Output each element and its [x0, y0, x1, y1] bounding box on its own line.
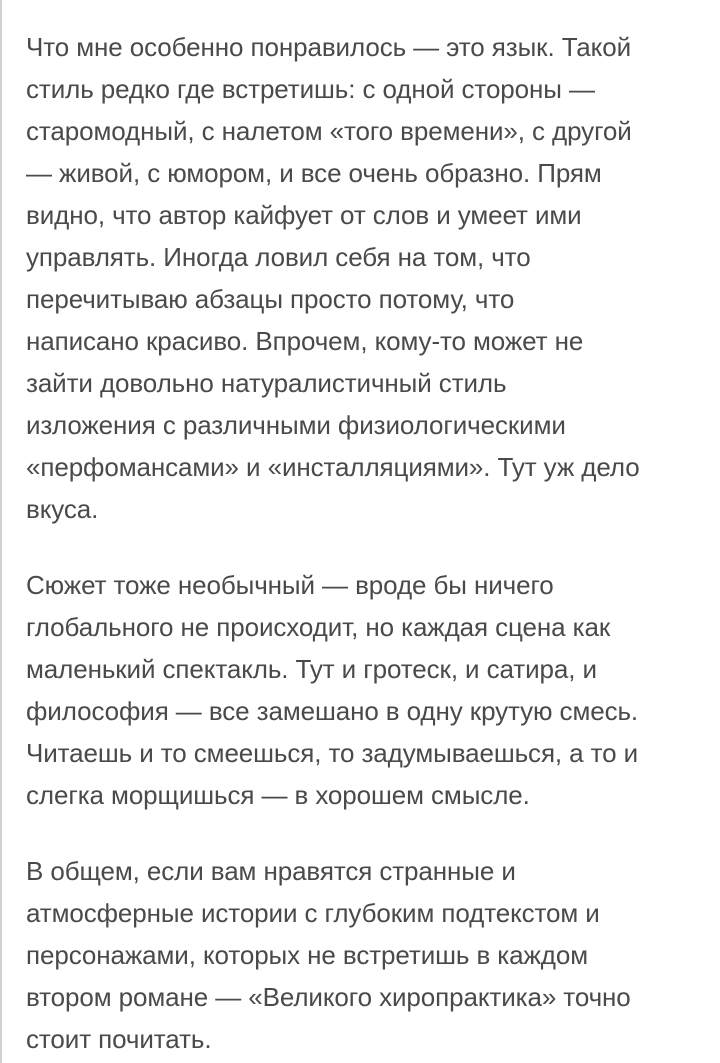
text-line: глобального не происходит, но каждая сцена как	[26, 612, 611, 642]
review-paragraph-1	[26, 26, 696, 530]
text-line: В общем, если вам нравятся странные и	[26, 856, 516, 886]
text-line: персонажами, которых не встретишь в каждом	[26, 940, 588, 970]
text-line: написано красиво. Впрочем, кому-то может не	[26, 326, 584, 356]
text-line: философия — все замешано в одну крутую смесь.	[26, 696, 639, 726]
text-line: Сюжет тоже необычный — вроде бы ничего	[26, 570, 554, 600]
text-line: изложения с различными физиологическими	[26, 410, 566, 440]
text-line: управлять. Иногда ловил себя на том, что	[26, 242, 531, 272]
review-paragraph-2	[26, 564, 696, 816]
text-line: видно, что автор кайфует от слов и умеет ими	[26, 200, 582, 230]
text-line: стоит почитать.	[26, 1024, 212, 1054]
text-line: вкуса.	[26, 494, 99, 524]
text-line: «перфомансами» и «инсталляциями». Тут уж дело	[26, 452, 640, 482]
text-line: маленький спектакль. Тут и гротеск, и сатира, и	[26, 654, 597, 684]
quote-border	[0, 0, 2, 1063]
review-text	[26, 26, 696, 1060]
text-line: втором романе — «Великого хиропрактика» точно	[26, 982, 631, 1012]
text-line: зайти довольно натуралистичный стиль	[26, 368, 507, 398]
text-line: слегка морщишься — в хорошем смысле.	[26, 780, 530, 810]
text-line: старомодный, с налетом «того времени», с другой	[26, 116, 632, 146]
text-line: Читаешь и то смеешься, то задумываешься, а то и	[26, 738, 639, 768]
review-paragraph-3	[26, 850, 696, 1060]
text-line: Что мне особенно понравилось — это язык. Такой	[26, 32, 632, 62]
text-line: — живой, с юмором, и все очень образно. Прям	[26, 158, 602, 188]
text-line: перечитываю абзацы просто потому, что	[26, 284, 515, 314]
text-line: стиль редко где встретишь: с одной стороны —	[26, 74, 595, 104]
text-line: атмосферные истории с глубоким подтекстом и	[26, 898, 600, 928]
